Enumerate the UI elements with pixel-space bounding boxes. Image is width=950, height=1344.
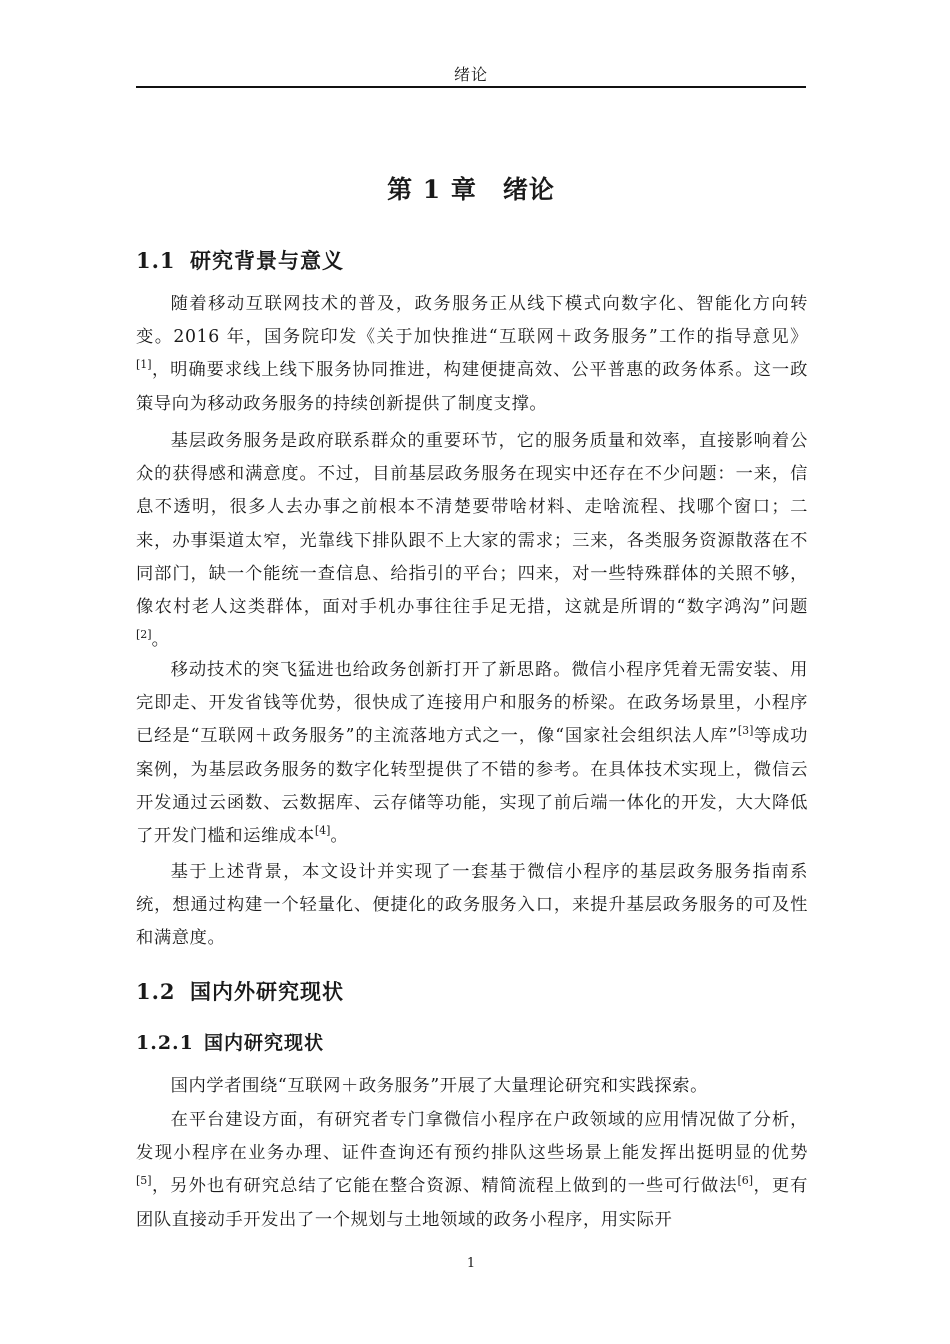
citation-link[interactable]: [1] xyxy=(136,358,152,372)
paragraph: 国内学者围绕“互联网＋政务服务”开展了大量理论研究和实践探索。 xyxy=(170,1076,709,1096)
section-number: 1.1 xyxy=(136,248,176,273)
citation-link[interactable]: [4] xyxy=(314,824,331,838)
section-title: 研究背景与意义 xyxy=(190,248,344,273)
running-header: 绪论 xyxy=(453,65,488,84)
subsection-title: 国内研究现状 xyxy=(204,1032,325,1054)
chapter-number: 第 1 章 xyxy=(387,175,477,204)
page-number: 1 xyxy=(466,1256,476,1271)
chapter-title xyxy=(136,170,806,206)
chapter-name: 绪论 xyxy=(502,175,555,204)
paragraph: 基于上述背景，本文设计并实现了一套基于微信小程序的基层政务服务指南系统，想通过构建一个轻量化、便捷化的政务服务入口，来提升基层政务服务的可及性和满意度。 xyxy=(136,862,808,949)
paragraph: 移动技术的突飞猛进也给政务创新打开了新思路。微信小程序凭着无需安装、用完即走、开发省钱等优势，很快成了连接用户和服务的桥梁。在政务场景里，小程序已经是“互联网＋政务服务”的主流落地方式之一，像“国家社会组织法人库”[3]等成功案例，为基层政务服务的数字化转型提供了不错的参考。在具体技术实现上，微信云开发通过云函数、云数据库、云存储等功能，实现了前后端一体化的开发，大大降低了开发门槛和运维成本[4]。 xyxy=(136,660,808,847)
paragraph: 随着移动互联网技术的普及，政务服务正从线下模式向数字化、智能化方向转变。2016 年，国务院印发《关于加快推进“互联网＋政务服务”工作的指导意见》[1]，明确要求线上线下服务协同推进，构建便捷高效、公平普惠的政务体系。这一政策导向为移动政务服务的持续创新提供了制度支撑。 xyxy=(136,294,808,414)
paragraph: 在平台建设方面，有研究者专门拿微信小程序在户政领域的应用情况做了分析，发现小程序在业务办理、证件查询还有预约排队这些场景上能发挥出挺明显的优势[5]，另外也有研究总结了它能在整合资源、精简流程上做到的一些可行做法[6]，更有团队直接动手开发出了一个规划与土地领域的政务小程序，用实际开 xyxy=(136,1110,808,1230)
header-rule xyxy=(136,86,806,88)
paragraph: 基层政务服务是政府联系群众的重要环节，它的服务质量和效率，直接影响着公众的获得感和满意度。不过，目前基层政务服务在现实中还存在不少问题：一来，信息不透明，很多人去办事之前根本不清楚要带啥材料、走啥流程、找哪个窗口；二来，办事渠道太窄，光靠线下排队跟不上大家的需求；三来，各类服务资源散落在不同部门，缺一个能统一查信息、给指引的平台；四来，对一些特殊群体的关照不够，像农村老人这类群体，面对手机办事往往手足无措，这就是所谓的“数字鸿沟”问题[2]。 xyxy=(136,431,808,651)
section-title: 国内外研究现状 xyxy=(190,979,344,1004)
citation-link[interactable]: [3] xyxy=(737,724,754,738)
citation-link[interactable]: [2] xyxy=(136,628,152,642)
section-heading-1-2 xyxy=(136,976,344,1006)
citation-link[interactable]: [6] xyxy=(737,1174,754,1188)
subsection-number: 1.2.1 xyxy=(136,1032,194,1054)
citation-link[interactable]: [5] xyxy=(136,1174,152,1188)
section-heading-1-1 xyxy=(136,245,344,275)
subsection-heading-1-2-1 xyxy=(136,1028,324,1055)
section-number: 1.2 xyxy=(136,979,176,1004)
